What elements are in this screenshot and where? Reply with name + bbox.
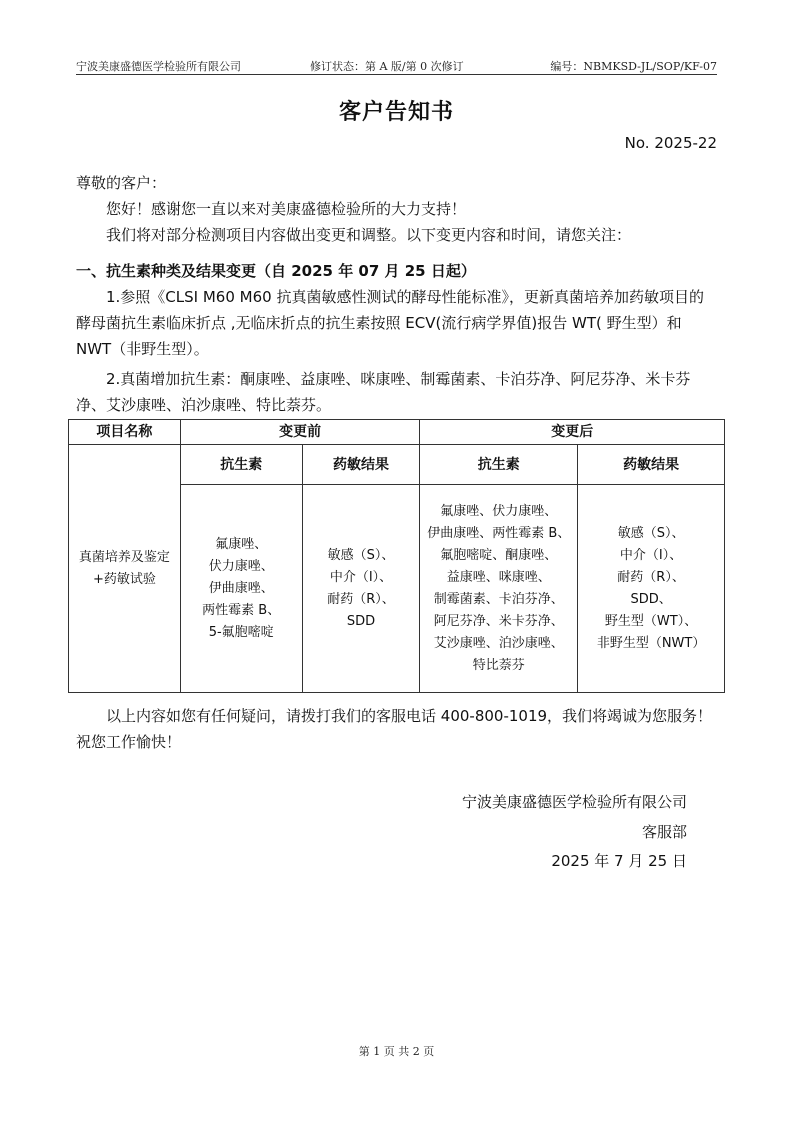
item-two-paragraph: 2.真菌增加抗生素：酮康唑、益康唑、咪康唑、制霉菌素、卡泊芬净、阿尼芬净、米卡芬净、艾沙康唑、泊沙康唑、特比萘芬。 — [76, 370, 691, 414]
document-title: 客户告知书 — [338, 100, 454, 125]
after-results-cell — [578, 485, 725, 693]
header-code: 编号：NBMKSD-JL/SOP/KF-07 — [550, 60, 717, 73]
result-line: 野生型（WT）、 — [604, 613, 698, 629]
before-antibiotics-cell — [180, 485, 302, 693]
antibiotic-line: 伊曲康唑、两性霉素 B、 — [427, 525, 571, 541]
document-number: No. 2025-22 — [624, 134, 717, 152]
notice-paragraph: 我们将对部分检测项目内容做出变更和调整。以下变更内容和时间，请您关注： — [106, 226, 632, 244]
after-antibiotics-cell — [420, 485, 578, 693]
header-item-name: 项目名称 — [69, 420, 181, 445]
result-line: 中介（I）、 — [619, 547, 683, 563]
page-header — [76, 56, 717, 74]
header-revision: 修订状态：第 A 版/第 0 次修订 — [310, 60, 464, 73]
sub-antibiotic-after: 抗生素 — [420, 445, 578, 485]
antibiotic-line: 两性霉素 B、 — [202, 602, 281, 618]
result-line: 敏感（S）、 — [327, 547, 395, 563]
salutation: 尊敬的客户： — [76, 174, 167, 192]
page-footer: 第 1 页 共 2 页 — [358, 1045, 435, 1058]
table-subheader-row — [69, 445, 725, 485]
header-after: 变更后 — [420, 420, 725, 445]
antibiotic-line: 特比萘芬 — [472, 657, 525, 673]
result-line: 耐药（R）、 — [327, 591, 395, 607]
signature-company: 宁波美康盛德医学检验所有限公司 — [461, 793, 687, 811]
item-name-cell — [69, 445, 181, 693]
antibiotic-line: 氟康唑、 — [215, 536, 268, 552]
result-line: 非野生型（NWT） — [596, 635, 706, 651]
antibiotic-line: 阿尼芬净、米卡芬净、 — [433, 613, 564, 629]
item-name-line: +药敏试验 — [92, 571, 156, 587]
antibiotic-line: 氟胞嘧啶、酮康唑、 — [440, 547, 558, 563]
result-line: 耐药（R）、 — [617, 569, 685, 585]
sub-result-before: 药敏结果 — [302, 445, 420, 485]
section-heading: 一、抗生素种类及结果变更（自 2025 年 07 月 25 日起） — [76, 262, 476, 280]
header-divider — [76, 74, 717, 75]
sub-result-after: 药敏结果 — [578, 445, 725, 485]
antibiotic-line: 氟康唑、伏力康唑、 — [440, 503, 558, 519]
table-header-row — [69, 420, 725, 445]
item-one-paragraph: 1.参照《CLSI M60 M60 抗真菌敏感性测试的酵母性能标准》，更新真菌培养加药敏项目的酵母菌抗生素临床折点 ,无临床折点的抗生素按照 ECV(流行病学界值)报告 WT( 野生型）和 NWT（非野生型）。 — [76, 288, 704, 358]
closing-paragraph: 以上内容如您有任何疑问，请拨打我们的客服电话 400-800-1019，我们将竭诚为您服务！祝您工作愉快！ — [76, 707, 713, 751]
item-name-line: 真菌培养及鉴定 — [78, 549, 170, 565]
signature-department: 客服部 — [641, 823, 687, 841]
result-line: 敏感（S）、 — [617, 525, 685, 541]
result-line: 中介（I）、 — [329, 569, 393, 585]
result-line: SDD、 — [630, 591, 672, 607]
antibiotic-line: 益康唑、咪康唑、 — [446, 569, 551, 585]
sub-antibiotic-before: 抗生素 — [180, 445, 302, 485]
result-line: SDD — [346, 613, 376, 629]
thanks-paragraph: 您好！感谢您一直以来对美康盛德检验所的大力支持！ — [106, 200, 467, 218]
antibiotic-line: 制霉菌素、卡泊芬净、 — [433, 591, 564, 607]
antibiotic-line: 艾沙康唑、泊沙康唑、 — [433, 635, 564, 651]
antibiotic-line: 伊曲康唑、 — [208, 580, 274, 596]
antibiotic-line: 5-氟胞嘧啶 — [208, 624, 274, 640]
header-company: 宁波美康盛德医学检验所有限公司 — [76, 60, 241, 73]
antibiotic-line: 伏力康唑、 — [208, 558, 274, 574]
change-table — [68, 419, 725, 693]
header-before: 变更前 — [180, 420, 420, 445]
before-results-cell — [302, 485, 420, 693]
signature-date: 2025 年 7 月 25 日 — [551, 852, 687, 870]
